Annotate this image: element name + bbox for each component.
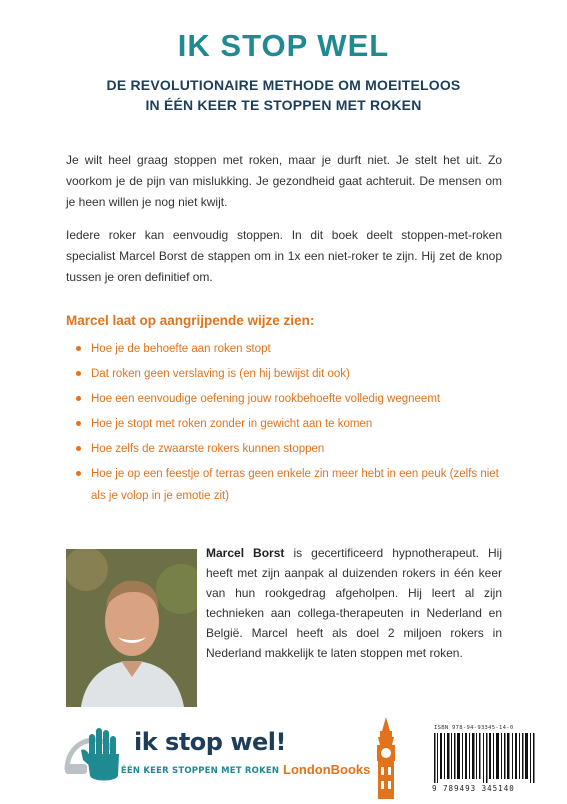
author-name: Marcel Borst — [206, 546, 285, 560]
book-title: IK STOP WEL — [177, 28, 390, 63]
isbn-label: ISBN 978-94-93345-14-0 — [434, 725, 514, 731]
book-subtitle — [0, 75, 567, 115]
publisher-name: LondonBooks — [283, 762, 371, 777]
author-photo — [66, 549, 197, 707]
list-item — [76, 463, 506, 507]
list-item — [76, 338, 506, 360]
list-item-text: Hoe een eenvoudige oefening jouw rookbehoefte volledig wegneemt — [91, 393, 441, 405]
list-item-text: Hoe je de behoefte aan roken stopt — [91, 343, 271, 355]
brand-tagline: IN ÉÉN KEER STOPPEN MET ROKEN — [107, 766, 280, 776]
list-item-text: Hoe je op een feestje of terras geen enkele zin meer hebt in een peuk (zelfs niet als je volop in je emotie zit) — [91, 468, 499, 502]
subtitle-line-2: IN ÉÉN KEER TE STOPPEN MET ROKEN — [145, 97, 422, 113]
brand-name: ik stop wel! — [134, 728, 286, 756]
barcode — [426, 723, 550, 793]
list-item — [76, 363, 506, 385]
benefit-list — [76, 338, 506, 510]
bullet-icon — [76, 346, 81, 351]
big-ben-tower-icon — [362, 717, 410, 799]
bullet-icon — [76, 371, 81, 376]
list-item — [76, 438, 506, 460]
list-heading: Marcel laat op aangrijpende wijze zien: — [66, 313, 315, 328]
list-item-text: Hoe zelfs de zwaarste rokers kunnen stoppen — [91, 443, 325, 455]
subtitle-line-1: DE REVOLUTIONAIRE METHODE OM MOEITELOOS — [106, 77, 461, 93]
bullet-icon — [76, 471, 81, 476]
author-bio-text: is gecertificeerd hypnotherapeut. Hij heeft met zijn aanpak al duizenden rokers in één keer van hun rookgedrag afgeholpen. Hij leert al zijn technieken aan collega-therapeuten in Nederland en België. Marcel heeft als doel 2 miljoen rokers in Nederland makkelijk te laten stoppen met roken. — [206, 546, 502, 660]
intro-paragraph-1: Je wilt heel graag stoppen met roken, maar je durft niet. Je stelt het uit. Zo voorkom je de pijn van mislukking. Je gezondheid gaat achteruit. De mensen om je heen willen je nog niet kwijt. — [66, 153, 502, 209]
bullet-icon — [76, 421, 81, 426]
list-item — [76, 388, 506, 410]
list-item-text: Dat roken geen verslaving is (en hij bewijst dit ook) — [91, 368, 350, 380]
isbn-digits: 9 789493 345140 — [432, 784, 515, 793]
bullet-icon — [76, 446, 81, 451]
intro-paragraph-2: Iedere roker kan eenvoudig stoppen. In dit boek deelt stoppen-met-roken specialist Marcel Borst de stappen om in 1x een niet-roker te zijn. Hij zet de knop tussen je oren definitief om. — [66, 228, 502, 284]
bullet-icon — [76, 396, 81, 401]
author-bio — [206, 543, 502, 663]
list-item — [76, 413, 506, 435]
list-item-text: Hoe je stopt met roken zonder in gewicht aan te komen — [91, 418, 373, 430]
